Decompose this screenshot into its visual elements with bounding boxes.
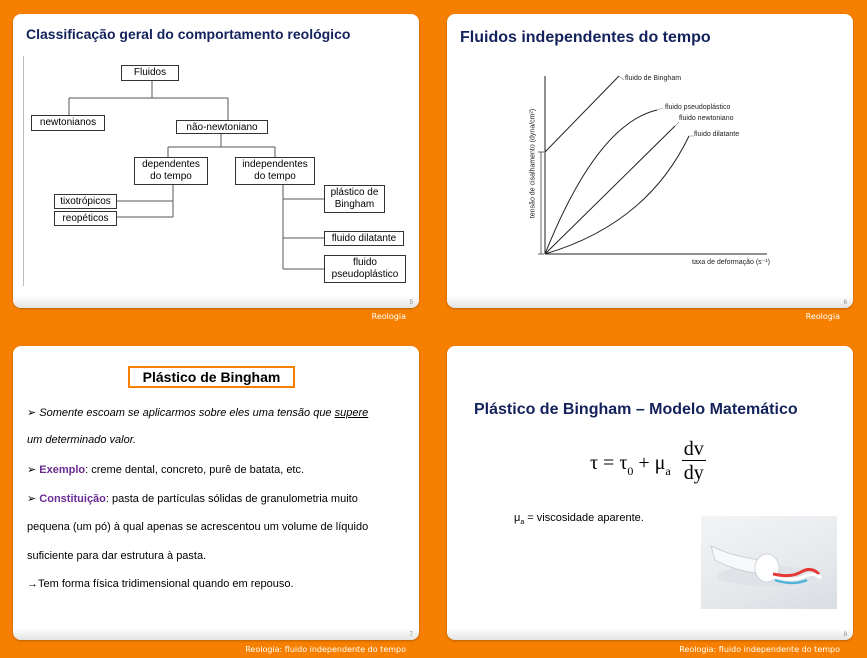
bullet-marker: ➢: [27, 464, 40, 476]
mu-subscript: a: [520, 519, 525, 526]
label-fluido-pseudoplastico: fluido pseudoplástico: [665, 104, 731, 111]
constituicao-line1: : pasta de partículas sólidas de granulometria muito: [105, 493, 358, 505]
footer-slide-6: Reologia: [805, 312, 840, 321]
node-independentes: [235, 157, 315, 185]
mu-definition-text: = viscosidade aparente.: [524, 512, 644, 524]
mu-definition: [514, 512, 644, 524]
bingham-equation: [590, 438, 706, 488]
bullet-escoam: [27, 406, 368, 419]
node-bingham-line2: Bingham: [334, 199, 375, 210]
mu-symbol: μ: [514, 512, 521, 524]
eq-suba: a: [665, 464, 671, 478]
slide-6: [447, 14, 853, 308]
bullet-constituicao: [27, 492, 358, 505]
node-dependentes: [134, 157, 208, 185]
label-fluido-dilatante: fluido dilatante: [694, 131, 740, 138]
eq-lhs: τ = τ: [590, 452, 628, 474]
node-newtonianos: newtonianos: [31, 115, 105, 131]
curve-pseudoplastico: [545, 110, 657, 254]
eq-numerator: dv: [683, 438, 704, 460]
slide-title-box: [128, 366, 295, 388]
slide-7: [13, 346, 419, 640]
slide-number: 7: [409, 632, 413, 638]
slide-bottom-bar: [13, 296, 419, 308]
footer-slide-8: Reologia: fluido independente do tempo: [679, 645, 840, 654]
curve-newtoniano: [545, 126, 675, 254]
slide-bottom-bar: [447, 296, 853, 308]
rheogram-chart: [447, 14, 853, 308]
exemplo-text: : creme dental, concreto, purê de batata, etc.: [85, 464, 305, 476]
node-independentes-line2: do tempo: [254, 171, 296, 182]
bullet-forma-fisica: →Tem forma física tridimensional quando em repouso.: [27, 578, 294, 590]
node-dependentes-line2: do tempo: [150, 171, 192, 182]
slide-bottom-bar: [13, 628, 419, 640]
slide-title: Plástico de Bingham: [142, 369, 281, 385]
node-fluido-dilatante: fluido dilatante: [324, 231, 404, 246]
label-fluido-bingham: fluido de Bingham: [625, 75, 682, 82]
node-independentes-line1: independentes: [242, 159, 308, 170]
x-axis-label: taxa de deformação (s⁻¹): [692, 259, 771, 266]
eq-sub0: 0: [627, 464, 634, 478]
bullet-escoam-text: Somente escoam se aplicarmos sobre eles uma tensão que: [39, 407, 335, 419]
slide-number: 5: [409, 300, 413, 306]
footer-slide-7: Reologia: fluido independente do tempo: [245, 645, 406, 654]
slide-5: [13, 14, 419, 308]
bullet-exemplo: [27, 463, 304, 476]
slide-number: 8: [843, 632, 847, 638]
bullet-escoam-underline: supere: [334, 407, 369, 419]
node-pseudo-line1: fluido: [353, 257, 377, 268]
toothpaste-image: [701, 516, 837, 609]
node-nao-newtoniano: não-newtoniano: [176, 120, 268, 134]
curve-dilatante: [545, 136, 689, 254]
slide-bottom-bar: [447, 628, 853, 640]
slide-number: 6: [843, 300, 847, 306]
label-fluido-newtoniano: fluido newtoniano: [679, 115, 734, 122]
eq-fraction: [682, 438, 706, 485]
curve-bingham: [545, 76, 619, 152]
constituicao-keyword: Constituição: [39, 493, 106, 505]
node-fluidos: Fluidos: [121, 65, 179, 81]
slide-title: Fluidos independentes do tempo: [460, 29, 711, 46]
bullet-escoam-cont: um determinado valor.: [27, 434, 137, 446]
toothpaste-illustration: [701, 516, 837, 609]
slide-title: Classificação geral do comportamento reológico: [26, 26, 351, 42]
constituicao-line3: suficiente para dar estrutura à pasta.: [27, 550, 207, 562]
exemplo-keyword: Exemplo: [39, 464, 86, 476]
footer-slide-5: Reologia: [371, 312, 406, 321]
node-pseudo-line2: pseudoplástico: [331, 269, 399, 280]
bullet-marker: ➢: [27, 407, 40, 419]
node-fluido-pseudoplastico: [324, 255, 406, 283]
y-axis-label-rotated: tensão de cisalhamento (dyna/cm²): [529, 108, 537, 219]
node-tixotropicos: tixotrópicos: [54, 194, 117, 209]
constituicao-line2: pequena (um pó) à qual apenas se acrescentou um volume de líquido: [27, 521, 369, 533]
slide-title: Plástico de Bingham – Modelo Matemático: [474, 401, 798, 418]
bullet-marker: ➢: [27, 493, 40, 505]
slide-8: [447, 346, 853, 640]
eq-plus-mu: + μ: [633, 452, 666, 474]
node-plastico-bingham: [324, 185, 385, 213]
eq-denominator: dy: [683, 462, 704, 484]
node-dependentes-line1: dependentes: [142, 159, 200, 170]
node-reopeticos: reopéticos: [54, 211, 117, 226]
node-bingham-line1: plástico de: [330, 187, 379, 198]
